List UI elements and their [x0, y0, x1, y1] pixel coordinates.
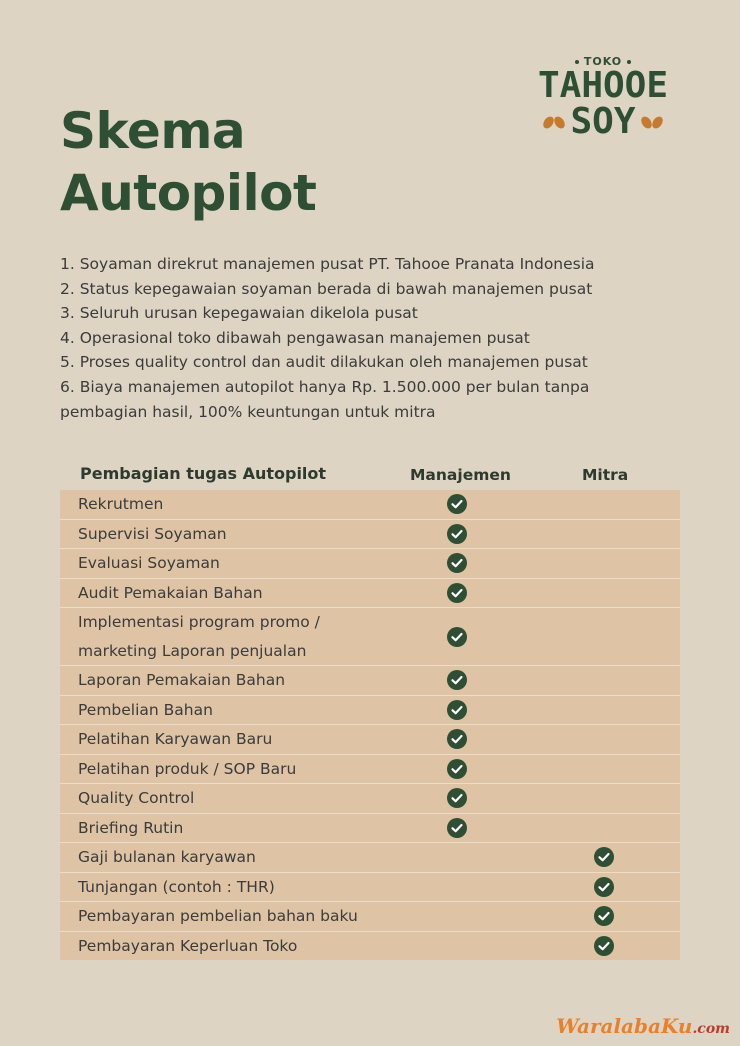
- table-row: [60, 902, 680, 932]
- logo-line-2: SOY: [570, 101, 636, 142]
- table-row: [60, 814, 680, 844]
- header-mitra: Mitra: [582, 466, 629, 484]
- check-circle-icon: [447, 670, 467, 690]
- table-row: [60, 725, 680, 755]
- task-label-line: Pelatihan produk / SOP Baru: [78, 759, 297, 778]
- task-label-line: Quality Control: [78, 789, 195, 807]
- watermark-part-2: Ku: [660, 1014, 693, 1038]
- point-item: 5. Proses quality control dan audit dilakukan oleh manajemen pusat: [60, 353, 588, 372]
- logo-line-1: TAHOOE: [537, 65, 669, 106]
- check-circle-icon: [594, 906, 614, 926]
- table-row: [60, 608, 680, 666]
- check-circle-icon: [447, 524, 467, 544]
- check-circle-icon: [447, 627, 467, 647]
- brand-logo: [518, 55, 688, 140]
- task-label-line: Pelatihan Karyawan Baru: [78, 730, 273, 748]
- check-circle-icon: [447, 494, 467, 514]
- check-circle-icon: [447, 818, 467, 838]
- task-label-line: marketing Laporan penjualan: [78, 641, 307, 660]
- title-line-1: Skema: [60, 102, 246, 160]
- task-label: [60, 579, 408, 608]
- task-label: [60, 814, 408, 843]
- task-label-line: Implementasi program promo /: [78, 613, 320, 631]
- table-row: [60, 843, 680, 873]
- table-row: [60, 696, 680, 726]
- check-circle-icon: [447, 700, 467, 720]
- point-item: pembagian hasil, 100% keuntungan untuk mitra: [60, 402, 436, 421]
- check-circle-icon: [594, 936, 614, 956]
- table-row: [60, 490, 680, 520]
- page-title: [60, 100, 316, 224]
- check-circle-icon: [447, 553, 467, 573]
- table-header: [60, 462, 680, 488]
- task-label: [60, 520, 408, 549]
- table-row: [60, 520, 680, 550]
- point-item: 2. Status kepegawaian soyaman berada di bawah manajemen pusat: [60, 279, 593, 298]
- task-label: [60, 784, 408, 813]
- check-circle-icon: [594, 877, 614, 897]
- dot-icon: [627, 60, 631, 64]
- point-item: 3. Seluruh urusan kepegawaian dikelola pusat: [60, 304, 418, 323]
- task-table: [60, 490, 680, 960]
- task-label: [60, 902, 408, 931]
- table-row: [60, 873, 680, 903]
- check-circle-icon: [447, 788, 467, 808]
- table-row: [60, 932, 680, 961]
- soybean-icon: [642, 116, 662, 129]
- table-row: [60, 755, 680, 785]
- task-label: [60, 932, 408, 961]
- task-label: [60, 843, 408, 872]
- task-label-line: Tunjangan (contoh : THR): [78, 877, 275, 896]
- task-label: [60, 755, 408, 784]
- task-label: [60, 696, 408, 725]
- title-line-2: Autopilot: [60, 164, 317, 222]
- task-label: [60, 873, 408, 902]
- task-label-line: Supervisi Soyaman: [78, 524, 227, 543]
- soybean-icon: [544, 116, 564, 129]
- watermark: [556, 1014, 730, 1038]
- watermark-part-1: Waralaba: [556, 1014, 661, 1038]
- task-label-line: Briefing Rutin: [78, 818, 184, 837]
- table-row: [60, 784, 680, 814]
- task-label: [60, 608, 408, 665]
- point-item: 4. Operasional toko dibawah pengawasan manajemen pusat: [60, 328, 530, 347]
- task-label-line: Audit Pemakaian Bahan: [78, 583, 263, 602]
- header-manajemen: Manajemen: [410, 466, 511, 484]
- logo-row-2: [518, 101, 688, 142]
- task-label: [60, 725, 408, 754]
- task-label: [60, 666, 408, 695]
- point-item: 6. Biaya manajemen autopilot hanya Rp. 1.500.000 per bulan tanpa: [60, 377, 590, 396]
- task-label-line: Evaluasi Soyaman: [78, 554, 220, 572]
- table-row: [60, 549, 680, 579]
- task-label-line: Pembayaran pembelian bahan baku: [78, 907, 358, 925]
- check-circle-icon: [447, 583, 467, 603]
- task-label: [60, 549, 408, 578]
- check-circle-icon: [447, 729, 467, 749]
- task-label-line: Laporan Pemakaian Bahan: [78, 671, 286, 689]
- check-circle-icon: [447, 759, 467, 779]
- task-label-line: Rekrutmen: [78, 495, 164, 513]
- task-label-line: Pembayaran Keperluan Toko: [78, 936, 298, 955]
- check-circle-icon: [594, 847, 614, 867]
- dot-icon: [575, 60, 579, 64]
- point-item: 1. Soyaman direkrut manajemen pusat PT. Tahooe Pranata Indonesia: [60, 255, 595, 273]
- table-row: [60, 579, 680, 609]
- autopilot-points: [60, 252, 680, 424]
- header-task: Pembagian tugas Autopilot: [80, 464, 327, 483]
- task-label: [60, 490, 408, 519]
- task-label-line: Pembelian Bahan: [78, 700, 213, 719]
- task-label-line: Gaji bulanan karyawan: [78, 848, 256, 866]
- table-row: [60, 666, 680, 696]
- logo-top-text: TOKO: [583, 55, 623, 68]
- watermark-part-3: .com: [692, 1021, 730, 1037]
